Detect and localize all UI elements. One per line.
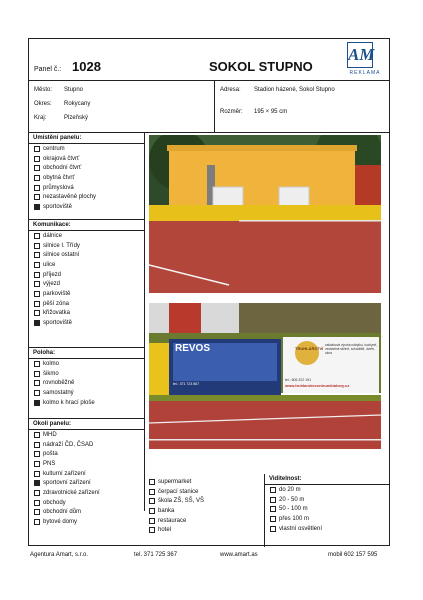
footer-company: Agentura Amart, s.r.o. <box>30 552 89 558</box>
checkbox-unchecked <box>34 301 40 307</box>
communication-section <box>29 220 144 348</box>
option-label: kulturní zařízení <box>43 470 86 477</box>
option-row <box>29 241 144 251</box>
option-row <box>29 270 144 280</box>
footer-web: www.amart.as <box>220 552 258 558</box>
checkbox-unchecked <box>34 175 40 181</box>
option-label: bytové domy <box>43 519 78 526</box>
checkbox-checked <box>34 204 40 210</box>
option-row <box>265 504 389 514</box>
checkbox-unchecked <box>34 185 40 191</box>
checkbox-checked <box>34 480 40 486</box>
option-label: ulice <box>43 261 56 268</box>
checkbox-unchecked <box>34 146 40 152</box>
checkbox-unchecked <box>34 471 40 477</box>
banner2-text: zakázková výroba nábytku, kuchyně, vestavěné skříně, schodiště, dveře, okna <box>325 343 378 355</box>
checkbox-unchecked <box>34 451 40 457</box>
option-label: obchodní dům <box>43 509 82 516</box>
column-divider <box>144 133 145 511</box>
surroundings-heading: Okolí panelu: <box>29 419 144 430</box>
option-row <box>265 524 389 534</box>
position-heading: Poloha: <box>29 348 144 359</box>
footer-phone: tel. 371 725 367 <box>134 552 178 558</box>
option-label: obchody <box>43 499 66 506</box>
option-label: pošta <box>43 451 58 458</box>
checkbox-unchecked <box>34 380 40 386</box>
option-label: rovnoběžně <box>43 380 75 387</box>
checkbox-unchecked <box>34 461 40 467</box>
option-row <box>29 289 144 299</box>
photo-club-building <box>149 135 381 293</box>
footer-mobile: mobil 602 157 595 <box>328 552 378 558</box>
option-row <box>29 279 144 289</box>
option-label: restaurace <box>158 517 187 524</box>
option-row <box>29 388 144 398</box>
checkbox-unchecked <box>270 497 276 503</box>
placement-heading: Umístění panelu: <box>29 133 144 144</box>
bottom-columns <box>144 474 389 547</box>
checkbox-unchecked <box>34 361 40 367</box>
amart-logo <box>343 42 385 78</box>
option-row <box>29 192 144 202</box>
option-label: příjezd <box>43 271 62 278</box>
option-label: kolmo <box>43 360 60 367</box>
option-label: kolmo k hrací ploše <box>43 399 95 406</box>
surroundings-section <box>29 419 144 547</box>
checkbox-unchecked <box>34 390 40 396</box>
option-row <box>29 183 144 193</box>
size-value: 195 × 95 cm <box>254 109 288 115</box>
option-row <box>29 309 144 319</box>
option-row <box>29 299 144 309</box>
option-label: sportovní zařízení <box>43 480 91 487</box>
checkbox-unchecked <box>34 432 40 438</box>
checkbox-unchecked <box>149 479 155 485</box>
banner1-title: REVOS <box>175 343 211 354</box>
panel-label: Panel č.: <box>34 66 62 73</box>
option-row <box>29 449 144 459</box>
option-label: parkoviště <box>43 290 71 297</box>
option-row <box>144 516 264 526</box>
checkbox-unchecked <box>34 281 40 287</box>
option-row <box>29 231 144 241</box>
option-row <box>29 440 144 450</box>
option-row <box>144 487 264 497</box>
checkbox-unchecked <box>270 506 276 512</box>
checkbox-unchecked <box>149 498 155 504</box>
option-label: šikmo <box>43 370 59 377</box>
option-row <box>29 144 144 154</box>
logo-mark: AM <box>347 42 373 68</box>
option-row <box>29 498 144 508</box>
region-value: Plzeňský <box>64 115 89 121</box>
option-label: obchodní čtvrť <box>43 165 82 172</box>
surroundings-extra <box>144 474 265 547</box>
banner1-phone: tel.: 371 723 567 <box>173 382 200 386</box>
checkbox-unchecked <box>34 233 40 239</box>
option-label: nádraží ČD, ČSAD <box>43 441 94 448</box>
option-row <box>29 488 144 498</box>
checkbox-unchecked <box>34 262 40 268</box>
option-row <box>29 398 144 408</box>
option-row <box>144 477 264 487</box>
option-row <box>29 369 144 379</box>
option-label: škola ZŠ, SŠ, VŠ <box>158 498 205 505</box>
option-label: okrajová čtvrť <box>43 155 80 162</box>
placement-section <box>29 133 144 220</box>
option-label: vlastní osvětlení <box>279 525 323 532</box>
checkbox-unchecked <box>34 371 40 377</box>
option-label: centrum <box>43 145 65 152</box>
checkbox-unchecked <box>34 243 40 249</box>
option-label: sportoviště <box>43 320 73 327</box>
city-label: Město: <box>34 87 53 93</box>
option-label: průmyslová <box>43 184 74 191</box>
checkbox-unchecked <box>34 490 40 496</box>
option-row <box>144 506 264 516</box>
checkbox-unchecked <box>34 291 40 297</box>
option-label: 50 - 100 m <box>279 506 308 513</box>
district-value: Rokycany <box>64 101 91 107</box>
banner2-phone: tel.: 606 322 191 <box>285 378 312 382</box>
option-label: PNS <box>43 460 56 467</box>
checkbox-unchecked <box>149 489 155 495</box>
city-value: Stupno <box>64 87 84 93</box>
option-label: silnice I. Třídy <box>43 242 80 249</box>
sheet-header <box>29 39 389 81</box>
option-label: obytná čtvrť <box>43 174 75 181</box>
photo-banners <box>149 303 381 449</box>
option-row <box>144 525 264 535</box>
option-row <box>29 173 144 183</box>
option-row <box>29 378 144 388</box>
option-row <box>29 517 144 527</box>
address-value: Stadion házené, Sokol Stupno <box>254 87 335 93</box>
checkbox-checked <box>34 400 40 406</box>
option-label: pěší zóna <box>43 300 70 307</box>
checkbox-unchecked <box>34 252 40 258</box>
logo-tagline: REKLAMA <box>349 70 381 76</box>
option-row <box>29 250 144 260</box>
option-label: dálnice <box>43 232 63 239</box>
checkbox-unchecked <box>34 194 40 200</box>
banner2-url: www.truhlarskecentrumklatovy.cz <box>285 383 350 388</box>
district-label: Okres: <box>34 101 52 107</box>
panel-details <box>215 81 389 133</box>
option-label: sportoviště <box>43 203 73 210</box>
checkbox-unchecked <box>34 165 40 171</box>
checkbox-unchecked <box>270 487 276 493</box>
address-label: Adresa: <box>220 87 241 93</box>
option-label: do 20 m <box>279 486 301 493</box>
option-row <box>29 478 144 488</box>
option-row <box>29 260 144 270</box>
location-info <box>29 81 215 133</box>
option-label: supermarket <box>158 478 192 485</box>
page-title: SOKOL STUPNO <box>209 59 313 74</box>
checkbox-unchecked <box>34 500 40 506</box>
option-row <box>29 154 144 164</box>
region-label: Kraj: <box>34 115 47 121</box>
option-label: 20 - 50 m <box>279 496 305 503</box>
option-label: silnice ostatní <box>43 252 80 259</box>
option-row <box>29 202 144 212</box>
option-label: MHD <box>43 431 57 438</box>
option-label: hotel <box>158 527 172 534</box>
option-row <box>29 469 144 479</box>
checkbox-unchecked <box>34 156 40 162</box>
visibility-heading: Viditelnost: <box>265 474 389 485</box>
option-row <box>265 514 389 524</box>
checkbox-unchecked <box>270 526 276 532</box>
visibility-section <box>265 474 389 547</box>
position-section <box>29 348 144 419</box>
checkbox-unchecked <box>34 272 40 278</box>
checkbox-unchecked <box>270 516 276 522</box>
option-row <box>144 496 264 506</box>
option-label: samostatný <box>43 389 74 396</box>
option-label: přes 100 m <box>279 515 310 522</box>
checkbox-unchecked <box>34 442 40 448</box>
option-row <box>29 163 144 173</box>
option-label: křižovatka <box>43 310 71 317</box>
option-label: nezastavěné plochy <box>43 194 97 201</box>
option-row <box>265 485 389 495</box>
option-label: zdravotnické zařízení <box>43 489 100 496</box>
option-label: banka <box>158 507 175 514</box>
checkbox-unchecked <box>149 527 155 533</box>
option-row <box>29 508 144 518</box>
option-row <box>29 318 144 328</box>
option-label: výjezd <box>43 281 61 288</box>
info-sheet <box>28 38 390 546</box>
checkbox-unchecked <box>34 310 40 316</box>
option-row <box>29 459 144 469</box>
checkbox-unchecked <box>34 509 40 515</box>
option-row <box>29 359 144 369</box>
checkbox-unchecked <box>149 518 155 524</box>
checkbox-unchecked <box>34 519 40 525</box>
checkbox-unchecked <box>149 508 155 514</box>
banner2-title: TRUHLÁŘSTVÍ <box>295 346 324 351</box>
communication-heading: Komunikace: <box>29 220 144 231</box>
option-row <box>265 495 389 505</box>
size-label: Rozměr: <box>220 109 243 115</box>
option-label: čerpací stanice <box>158 488 199 495</box>
checkbox-checked <box>34 320 40 326</box>
panel-number: 1028 <box>72 59 101 74</box>
option-row <box>29 430 144 440</box>
